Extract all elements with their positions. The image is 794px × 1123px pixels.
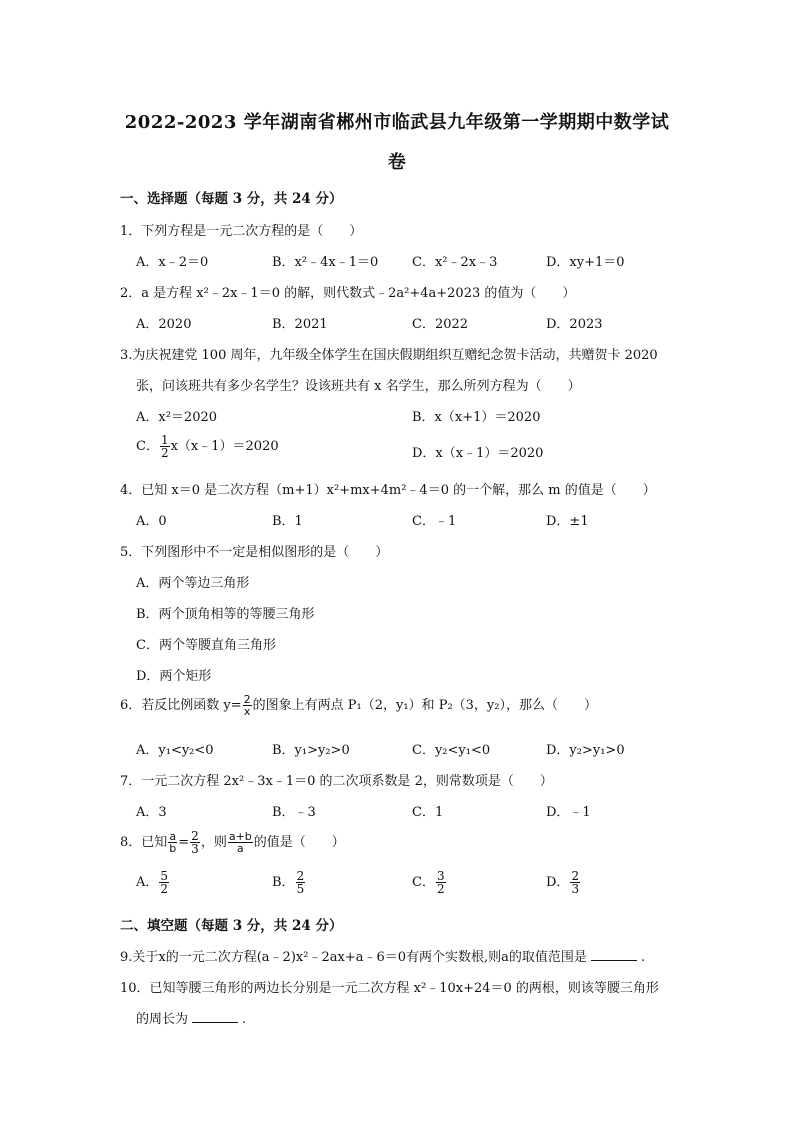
answer-blank bbox=[192, 1022, 238, 1023]
question-4-option-d: D．±1 bbox=[546, 514, 589, 529]
question-9-stem bbox=[120, 946, 645, 965]
fraction-denominator: 2 bbox=[160, 882, 169, 896]
page-title-continued: 卷 bbox=[387, 152, 407, 173]
stem-prefix: 6．若反比例函数 y= bbox=[120, 698, 242, 713]
question-5-option-b: B．两个顶角相等的等腰三角形 bbox=[136, 607, 315, 622]
question-3-stem-line1: 3.为庆祝建党 100 周年，九年级全体学生在国庆假期组织互赠纪念贺卡活动，共赠贺卡 2020 bbox=[120, 348, 658, 363]
question-8-option-b bbox=[272, 870, 306, 895]
option-expression: x（x﹣1）＝2020 bbox=[170, 439, 279, 454]
question-7-stem: 7．一元二次方程 2x²﹣3x﹣1＝0 的二次项系数是 2，则常数项是（ ） bbox=[120, 774, 553, 789]
question-2-option-a: A．2020 bbox=[136, 317, 192, 332]
fraction-numerator: 2 bbox=[571, 869, 580, 883]
question-6-stem bbox=[120, 694, 597, 717]
question-5-option-c: C．两个等腰直角三角形 bbox=[136, 638, 276, 653]
question-8-option-d bbox=[546, 870, 581, 895]
fraction-numerator: 2 bbox=[191, 829, 199, 843]
section-heading-choice: 一、选择题（每题 3 分，共 24 分） bbox=[120, 191, 343, 207]
answer-blank bbox=[591, 960, 637, 961]
fraction-numerator: 2 bbox=[296, 869, 305, 883]
option-label: C． bbox=[136, 439, 159, 454]
half-fraction bbox=[160, 434, 170, 459]
question-7-option-a: A．3 bbox=[136, 805, 167, 820]
fraction-numerator: 3 bbox=[436, 869, 445, 883]
question-3-option-a: A．x²＝2020 bbox=[136, 410, 218, 425]
option-fraction bbox=[570, 870, 580, 895]
stem-prefix: 8．已知 bbox=[120, 835, 168, 850]
option-label: A． bbox=[136, 875, 159, 890]
fraction-denominator: 3 bbox=[571, 882, 580, 896]
fraction-denominator: 2 bbox=[436, 882, 445, 896]
question-10-stem-line1: 10．已知等腰三角形的两边长分别是一元二次方程 x²﹣10x+24＝0 的两根，则该等腰三角形 bbox=[120, 981, 659, 996]
stem-end: . bbox=[640, 950, 646, 965]
question-8-option-c bbox=[412, 870, 447, 895]
question-2-stem: 2．a 是方程 x²﹣2x﹣1＝0 的解，则代数式﹣2a²+4a+2023 的值为（ ） bbox=[120, 286, 576, 301]
question-6-option-a: A．y₁<y₂<0 bbox=[136, 743, 214, 758]
question-4-option-a: A．0 bbox=[136, 514, 167, 529]
page-title: 2022-2023 学年湖南省郴州市临武县九年级第一学期期中数学试 bbox=[124, 112, 670, 133]
question-6-option-b: B．y₁>y₂>0 bbox=[272, 743, 350, 758]
fraction-denominator: 3 bbox=[191, 842, 199, 856]
equals-sign: = bbox=[178, 835, 190, 850]
fraction-numerator: 5 bbox=[160, 869, 169, 883]
question-2-option-b: B．2021 bbox=[272, 317, 328, 332]
ratio-fraction bbox=[168, 831, 177, 854]
fraction-numerator: a+b bbox=[228, 830, 252, 843]
option-label: C． bbox=[412, 875, 435, 890]
stem-end: . bbox=[242, 1012, 247, 1027]
section-heading-fill: 二、填空题（每题 3 分，共 24 分） bbox=[120, 918, 343, 934]
question-7-option-c: C．1 bbox=[412, 805, 444, 820]
question-1-stem: 1．下列方程是一元二次方程的是（ ） bbox=[120, 224, 363, 239]
question-5-option-a: A．两个等边三角形 bbox=[136, 576, 250, 591]
question-5-option-d: D．两个矩形 bbox=[136, 669, 212, 684]
fraction-numerator: a bbox=[169, 830, 177, 843]
question-6-option-c: C．y₂<y₁<0 bbox=[412, 743, 491, 758]
fraction-denominator: a bbox=[236, 842, 244, 855]
option-fraction bbox=[436, 870, 446, 895]
question-3-option-b: B．x（x+1）＝2020 bbox=[412, 410, 541, 425]
option-label: D． bbox=[546, 875, 570, 890]
question-6-option-d: D．y₂>y₁>0 bbox=[546, 743, 625, 758]
option-fraction bbox=[296, 870, 306, 895]
question-1-option-d: D．xy+1＝0 bbox=[546, 255, 625, 270]
fraction-denominator: 5 bbox=[296, 882, 305, 896]
question-1-option-c: C．x²﹣2x﹣3 bbox=[412, 255, 498, 270]
question-3-option-d: D．x（x﹣1）＝2020 bbox=[412, 446, 544, 461]
stem-text: 的周长为 bbox=[136, 1012, 189, 1027]
question-3-stem-line2: 张，问该班共有多少名学生？设该班共有 x 名学生，那么所列方程为（ ） bbox=[136, 379, 581, 394]
question-4-option-c: C．﹣1 bbox=[412, 514, 457, 529]
value-fraction bbox=[190, 830, 200, 855]
fraction-denominator: x bbox=[243, 705, 251, 718]
function-fraction bbox=[243, 694, 252, 717]
question-4-option-b: B．1 bbox=[272, 514, 303, 529]
fraction-denominator: b bbox=[169, 842, 177, 855]
question-7-option-b: B．﹣3 bbox=[272, 805, 316, 820]
stem-suffix: 的值是（ ） bbox=[253, 835, 345, 850]
question-2-option-d: D．2023 bbox=[546, 317, 603, 332]
stem-text: 9.关于x的一元二次方程(a﹣2)x²﹣2ax+a﹣6＝0有两个实数根,则a的取值范围是 bbox=[120, 950, 587, 965]
option-label: B． bbox=[272, 875, 295, 890]
fraction-numerator: 2 bbox=[243, 693, 251, 706]
question-4-stem: 4．已知 x＝0 是二次方程（m+1）x²+mx+4m²﹣4＝0 的一个解，那么 m 的值是（ ） bbox=[120, 483, 656, 498]
fraction-numerator: 1 bbox=[160, 433, 169, 447]
stem-suffix: 的图象上有两点 P₁（2，y₁）和 P₂（3，y₂），那么（ ） bbox=[252, 698, 597, 713]
question-1-option-a: A．x﹣2＝0 bbox=[136, 255, 209, 270]
option-fraction bbox=[159, 870, 169, 895]
question-5-stem: 5．下列图形中不一定是相似图形的是（ ） bbox=[120, 545, 389, 560]
target-fraction bbox=[228, 831, 253, 854]
question-1-option-b: B．x²﹣4x﹣1＝0 bbox=[272, 255, 379, 270]
question-3-option-c bbox=[136, 434, 279, 459]
question-8-option-a bbox=[136, 870, 170, 895]
stem-middle: ，则 bbox=[200, 835, 227, 850]
question-2-option-c: C．2022 bbox=[412, 317, 469, 332]
question-10-stem-line2 bbox=[136, 1008, 246, 1027]
question-7-option-d: D．﹣1 bbox=[546, 805, 591, 820]
fraction-denominator: 2 bbox=[160, 446, 169, 460]
question-8-stem bbox=[120, 830, 345, 855]
